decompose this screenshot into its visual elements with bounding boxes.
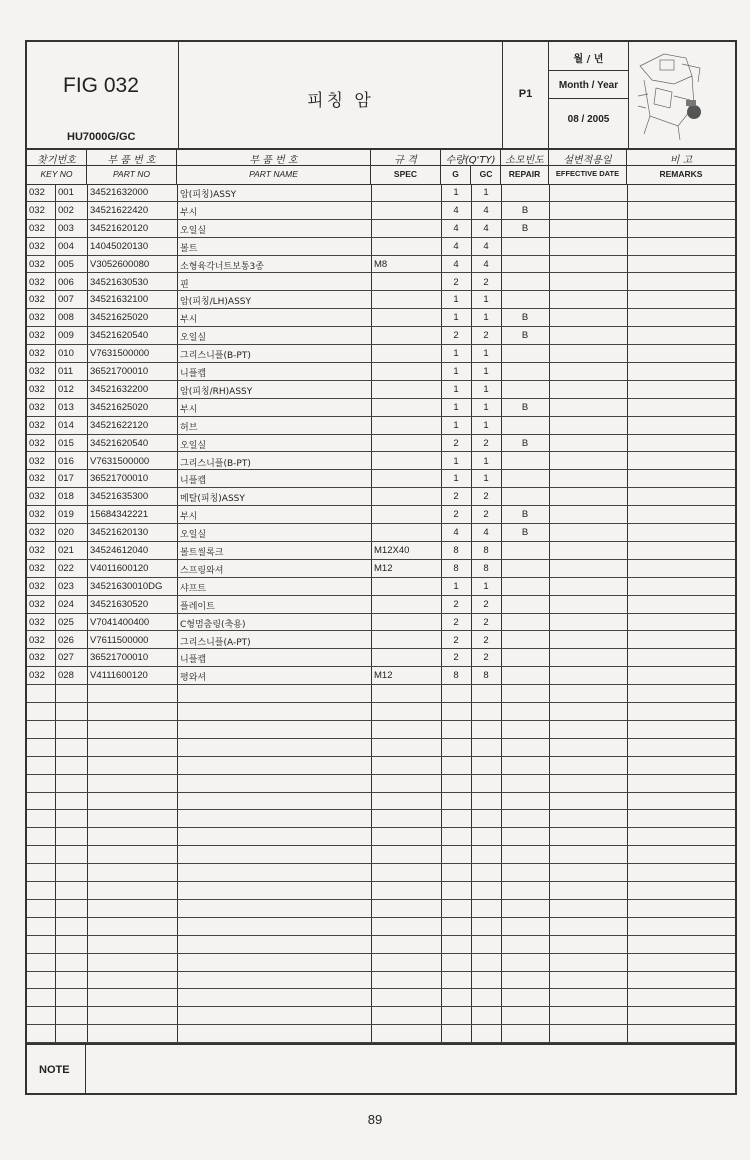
cell-key: 008 xyxy=(58,312,74,324)
header-band xyxy=(27,42,735,150)
month-year-label-kr: 월 / 년 xyxy=(573,54,604,65)
cell-fig: 032 xyxy=(29,670,45,682)
cell-qty-gc: 2 xyxy=(483,330,489,342)
cell-key: 011 xyxy=(58,366,74,377)
cell-qty-g: 4 xyxy=(453,222,459,234)
cell-qty-gc: 2 xyxy=(483,634,489,646)
col-spec xyxy=(371,148,441,184)
cell-part-no: 34521630010DG xyxy=(90,580,163,592)
cell-qty-g: 4 xyxy=(453,240,459,252)
cell-part-name: 부시 xyxy=(180,315,198,326)
col-spec-en: SPEC xyxy=(393,169,418,179)
cell-fig: 032 xyxy=(29,401,45,413)
cell-part-name: 암(피칭/LH)ASSY xyxy=(180,297,251,308)
cell-fig: 032 xyxy=(29,509,45,521)
col-part-no-kr: 부 품 번 호 xyxy=(107,155,156,166)
cell-key: 012 xyxy=(58,383,74,395)
cell-qty-g: 2 xyxy=(453,652,459,664)
cell-fig: 032 xyxy=(29,634,45,646)
cell-repair: B xyxy=(521,401,529,413)
cell-fig: 032 xyxy=(29,348,45,360)
parts-list-sheet xyxy=(25,40,737,1095)
empty-table-row xyxy=(27,739,735,757)
cell-qty-g: 2 xyxy=(453,598,459,610)
cell-part-no: 14045020130 xyxy=(90,240,149,252)
cell-part-no: 34521620130 xyxy=(90,527,149,539)
cell-repair: B xyxy=(521,222,529,234)
col-eff-en: EFFECTIVE DATE xyxy=(555,169,620,178)
cell-part-name: 오일실 xyxy=(180,225,207,236)
cell-qty-gc: 2 xyxy=(483,652,489,664)
cell-part-name: C형멈춤링(축용) xyxy=(180,619,246,630)
cell-qty-g: 1 xyxy=(453,294,459,306)
cell-key: 016 xyxy=(58,455,74,467)
cell-key: 028 xyxy=(58,670,74,682)
col-repair-en: REPAIR xyxy=(508,169,541,179)
col-key xyxy=(27,148,87,184)
table-row xyxy=(27,220,735,238)
cell-qty-g: 1 xyxy=(453,401,459,413)
cell-qty-g: 1 xyxy=(453,348,459,360)
cell-part-no: 34521632100 xyxy=(90,294,149,306)
cell-part-name: 샤프트 xyxy=(180,583,207,594)
empty-table-row xyxy=(27,936,735,954)
empty-table-row xyxy=(27,685,735,703)
month-year-value: 08 / 2005 xyxy=(567,114,610,125)
column-headers xyxy=(27,148,735,185)
table-row xyxy=(27,399,735,417)
cell-part-name: 그리스니플(B-PT) xyxy=(180,351,251,362)
cell-key: 014 xyxy=(58,419,74,431)
table-row xyxy=(27,614,735,632)
cell-part-no: 36521700010 xyxy=(90,652,149,664)
table-row xyxy=(27,649,735,667)
empty-table-row xyxy=(27,882,735,900)
cell-key: 024 xyxy=(58,598,74,610)
cell-part-name: 핀 xyxy=(180,279,189,290)
cell-part-name: 부시 xyxy=(180,404,198,415)
note-area xyxy=(27,1043,735,1095)
cell-part-name: 소형육각너트보통3종 xyxy=(180,261,264,272)
cell-part-no: 34521620120 xyxy=(90,222,149,234)
table-row xyxy=(27,184,735,202)
cell-part-no: 34524612040 xyxy=(90,545,149,556)
cell-key: 007 xyxy=(58,294,74,306)
cell-qty-gc: 4 xyxy=(483,527,489,539)
table-row xyxy=(27,524,735,542)
page-number: 89 xyxy=(367,1112,383,1127)
cell-fig: 032 xyxy=(29,473,45,485)
cell-qty-g: 1 xyxy=(453,455,459,467)
cell-part-no: 34521625020 xyxy=(90,312,149,324)
cell-fig: 032 xyxy=(29,598,45,610)
col-part-name xyxy=(177,148,371,184)
table-row xyxy=(27,238,735,256)
cell-qty-gc: 2 xyxy=(483,491,489,503)
cell-qty-g: 4 xyxy=(453,204,459,216)
empty-table-row xyxy=(27,793,735,811)
cell-key: 017 xyxy=(58,473,74,485)
empty-table-row xyxy=(27,846,735,864)
col-part-no-en: PART NO xyxy=(113,169,150,179)
cell-fig: 032 xyxy=(29,545,45,556)
cell-qty-gc: 1 xyxy=(483,473,489,485)
cell-part-name: 오일실 xyxy=(180,333,207,344)
cell-qty-g: 1 xyxy=(453,580,459,592)
cell-key: 021 xyxy=(58,545,74,556)
cell-repair: B xyxy=(521,204,529,216)
cell-qty-g: 8 xyxy=(453,562,459,574)
note-label: NOTE xyxy=(39,1064,70,1076)
cell-qty-gc: 1 xyxy=(483,419,489,431)
month-year-cell xyxy=(549,42,629,148)
table-row xyxy=(27,363,735,381)
col-repair-kr: 소모빈도 xyxy=(505,155,544,166)
cell-spec: M12 xyxy=(374,562,393,574)
cell-key: 010 xyxy=(58,348,74,360)
cell-key: 018 xyxy=(58,491,74,503)
cell-fig: 032 xyxy=(29,222,45,234)
cell-key: 001 xyxy=(58,187,74,198)
empty-table-row xyxy=(27,828,735,846)
cell-part-no: 34521625020 xyxy=(90,401,149,413)
cell-fig: 032 xyxy=(29,580,45,592)
cell-key: 009 xyxy=(58,330,74,342)
cell-key: 002 xyxy=(58,204,74,216)
cell-qty-gc: 8 xyxy=(483,562,489,574)
cell-part-no: V3052600080 xyxy=(90,258,150,270)
cell-part-no: V7631500000 xyxy=(90,455,150,467)
col-key-kr: 찾기번호 xyxy=(37,155,76,166)
cell-key: 015 xyxy=(58,437,74,449)
cell-spec: M8 xyxy=(374,258,388,270)
cell-qty-gc: 1 xyxy=(483,383,489,395)
table-row xyxy=(27,202,735,220)
cell-part-name: 그리스니플(B-PT) xyxy=(180,458,251,469)
cell-repair: B xyxy=(521,527,529,539)
table-row xyxy=(27,291,735,309)
table-row xyxy=(27,560,735,578)
cell-fig: 032 xyxy=(29,240,45,252)
cell-part-no: 34521632200 xyxy=(90,383,149,395)
col-part-no xyxy=(87,148,177,184)
table-row xyxy=(27,453,735,471)
cell-fig: 032 xyxy=(29,276,45,288)
cell-part-no: 34521632000 xyxy=(90,187,149,198)
cell-repair: B xyxy=(521,509,529,521)
cell-fig: 032 xyxy=(29,258,45,270)
cell-qty-g: 2 xyxy=(453,491,459,503)
cell-qty-gc: 1 xyxy=(483,312,489,324)
col-repair xyxy=(501,148,549,184)
machine-thumbnail-image xyxy=(634,46,706,142)
cell-qty-gc: 1 xyxy=(483,348,489,360)
cell-fig: 032 xyxy=(29,312,45,324)
col-qty-kr: 수량(Q'TY) xyxy=(445,155,496,166)
cell-key: 005 xyxy=(58,258,74,270)
cell-part-name: 부시 xyxy=(180,207,198,218)
cell-fig: 032 xyxy=(29,455,45,467)
cell-qty-gc: 8 xyxy=(483,545,489,556)
cell-part-no: V7611500000 xyxy=(90,634,149,646)
col-qty-g: G xyxy=(441,165,471,184)
cell-key: 019 xyxy=(58,509,74,521)
cell-fig: 032 xyxy=(29,383,45,395)
cell-qty-g: 2 xyxy=(453,616,459,628)
col-eff-kr: 설변적용일 xyxy=(563,155,612,166)
col-remarks-kr: 비 고 xyxy=(669,155,693,166)
cell-part-no: V4111600120 xyxy=(90,670,148,682)
cell-qty-gc: 4 xyxy=(483,240,489,252)
cell-qty-g: 1 xyxy=(453,366,459,377)
document-title: 피칭 암 xyxy=(307,91,374,111)
cell-part-name: 니플캡 xyxy=(180,655,207,666)
cell-qty-gc: 4 xyxy=(483,222,489,234)
empty-table-row xyxy=(27,775,735,793)
table-row xyxy=(27,632,735,650)
col-remarks xyxy=(627,148,735,184)
cell-qty-g: 8 xyxy=(453,670,459,682)
page-code: P1 xyxy=(518,88,533,100)
cell-qty-g: 1 xyxy=(453,187,459,198)
cell-part-name: 오일실 xyxy=(180,530,207,541)
cell-qty-g: 8 xyxy=(453,545,459,556)
col-remarks-en: REMARKS xyxy=(659,169,703,179)
col-qty-gc: GC xyxy=(479,169,493,179)
cell-key: 020 xyxy=(58,527,74,539)
table-row xyxy=(27,274,735,292)
cell-fig: 032 xyxy=(29,366,45,377)
cell-part-name: 볼트씰록크 xyxy=(180,548,224,558)
cell-qty-gc: 1 xyxy=(483,455,489,467)
cell-part-name: 니플캡 xyxy=(180,476,207,487)
cell-part-name: 평와셔 xyxy=(180,673,207,684)
table-row xyxy=(27,417,735,435)
cell-qty-g: 2 xyxy=(453,634,459,646)
cell-qty-gc: 1 xyxy=(483,366,489,377)
cell-part-no: V4011600120 xyxy=(90,562,149,574)
table-row xyxy=(27,667,735,685)
cell-qty-g: 4 xyxy=(453,258,459,270)
col-part-name-en: PART NAME xyxy=(249,169,298,179)
cell-key: 027 xyxy=(58,652,74,664)
table-row xyxy=(27,345,735,363)
fig-number: FIG 032 xyxy=(63,74,139,97)
cell-part-name: 그리스니플(A-PT) xyxy=(180,637,251,648)
table-row xyxy=(27,327,735,345)
cell-qty-gc: 1 xyxy=(483,401,489,413)
cell-fig: 032 xyxy=(29,527,45,539)
cell-part-name: 암(피칭/RH)ASSY xyxy=(180,386,253,397)
empty-table-row xyxy=(27,972,735,990)
cell-qty-gc: 8 xyxy=(483,670,489,682)
empty-table-row xyxy=(27,864,735,882)
col-qty xyxy=(441,148,501,184)
cell-key: 003 xyxy=(58,222,74,234)
cell-fig: 032 xyxy=(29,437,45,449)
table-row xyxy=(27,381,735,399)
cell-fig: 032 xyxy=(29,419,45,431)
month-year-label-en: Month / Year xyxy=(558,80,619,91)
cell-qty-gc: 2 xyxy=(483,616,489,628)
col-spec-kr: 규 격 xyxy=(394,155,417,166)
cell-qty-g: 2 xyxy=(453,509,459,521)
cell-part-no: 15684342221 xyxy=(90,509,149,521)
empty-table-row xyxy=(27,757,735,775)
fig-cell xyxy=(27,42,179,148)
cell-key: 006 xyxy=(58,276,74,288)
cell-fig: 032 xyxy=(29,204,45,216)
cell-part-no: 34521620540 xyxy=(90,330,149,342)
cell-qty-gc: 2 xyxy=(483,509,489,521)
cell-key: 023 xyxy=(58,580,74,592)
empty-table-row xyxy=(27,1025,735,1043)
cell-fig: 032 xyxy=(29,652,45,664)
empty-table-row xyxy=(27,900,735,918)
cell-qty-gc: 2 xyxy=(483,276,489,288)
table-row xyxy=(27,506,735,524)
cell-fig: 032 xyxy=(29,491,45,503)
model-name: HU7000G/GC xyxy=(67,131,136,143)
cell-qty-g: 1 xyxy=(453,383,459,395)
cell-qty-gc: 1 xyxy=(483,580,489,592)
empty-table-row xyxy=(27,1007,735,1025)
cell-key: 004 xyxy=(58,240,74,252)
table-row xyxy=(27,256,735,274)
empty-table-row xyxy=(27,811,735,829)
cell-part-name: 플레이트 xyxy=(180,601,215,612)
col-effective-date xyxy=(549,148,627,184)
cell-key: 022 xyxy=(58,562,74,574)
cell-key: 025 xyxy=(58,616,74,628)
cell-fig: 032 xyxy=(29,187,45,198)
cell-part-no: 34521635300 xyxy=(90,491,149,503)
cell-part-name: 메탈(피칭)ASSY xyxy=(180,494,245,505)
cell-part-no: 36521700010 xyxy=(90,473,149,485)
cell-part-name: 부시 xyxy=(180,512,198,523)
cell-repair: B xyxy=(521,312,529,324)
col-part-name-kr: 부 품 번 호 xyxy=(249,155,298,166)
cell-qty-gc: 2 xyxy=(483,598,489,610)
col-key-en: KEY NO xyxy=(40,169,73,179)
cell-fig: 032 xyxy=(29,294,45,306)
table-row xyxy=(27,309,735,327)
cell-spec: M12 xyxy=(374,670,393,682)
cell-part-name: 허브 xyxy=(180,422,198,433)
cell-part-no: 36521700010 xyxy=(90,366,149,377)
cell-part-name: 암(피칭)ASSY xyxy=(180,190,237,200)
cell-part-no: 34521622420 xyxy=(90,204,149,216)
cell-qty-g: 2 xyxy=(453,276,459,288)
cell-key: 013 xyxy=(58,401,74,413)
table-row xyxy=(27,596,735,614)
thumbnail-cell xyxy=(629,42,735,148)
empty-table-row xyxy=(27,721,735,739)
cell-part-no: V7041400400 xyxy=(90,616,150,628)
cell-part-no: 34521622120 xyxy=(90,419,149,431)
cell-qty-gc: 1 xyxy=(483,294,489,306)
cell-qty-g: 2 xyxy=(453,437,459,449)
cell-fig: 032 xyxy=(29,616,45,628)
cell-fig: 032 xyxy=(29,330,45,342)
cell-part-no: V7631500000 xyxy=(90,348,150,360)
cell-qty-g: 2 xyxy=(453,330,459,342)
cell-qty-g: 1 xyxy=(453,312,459,324)
cell-qty-gc: 1 xyxy=(483,187,489,198)
title-cell xyxy=(179,42,503,148)
cell-part-name: 오일실 xyxy=(180,440,207,451)
cell-part-no: 34521630530 xyxy=(90,276,149,288)
table-row xyxy=(27,470,735,488)
table-row xyxy=(27,488,735,506)
cell-fig: 032 xyxy=(29,562,45,574)
table-row xyxy=(27,578,735,596)
cell-repair: B xyxy=(521,437,529,449)
cell-key: 026 xyxy=(58,634,74,646)
cell-qty-g: 1 xyxy=(453,473,459,485)
cell-repair: B xyxy=(521,330,529,342)
cell-qty-g: 1 xyxy=(453,419,459,431)
cell-part-no: 34521630520 xyxy=(90,598,149,610)
cell-qty-gc: 4 xyxy=(483,204,489,216)
empty-table-row xyxy=(27,954,735,972)
table-row xyxy=(27,435,735,453)
cell-part-name: 스프링와셔 xyxy=(180,565,224,576)
cell-qty-g: 4 xyxy=(453,527,459,539)
cell-part-no: 34521620540 xyxy=(90,437,149,449)
cell-part-name: 볼트 xyxy=(180,243,198,254)
cell-qty-gc: 2 xyxy=(483,437,489,449)
empty-table-row xyxy=(27,703,735,721)
empty-table-row xyxy=(27,990,735,1008)
page-code-cell xyxy=(503,42,549,148)
table-row xyxy=(27,542,735,560)
cell-spec: M12X40 xyxy=(374,545,410,556)
cell-qty-gc: 4 xyxy=(483,258,489,270)
cell-part-name: 니플캡 xyxy=(180,369,207,379)
empty-table-row xyxy=(27,918,735,936)
